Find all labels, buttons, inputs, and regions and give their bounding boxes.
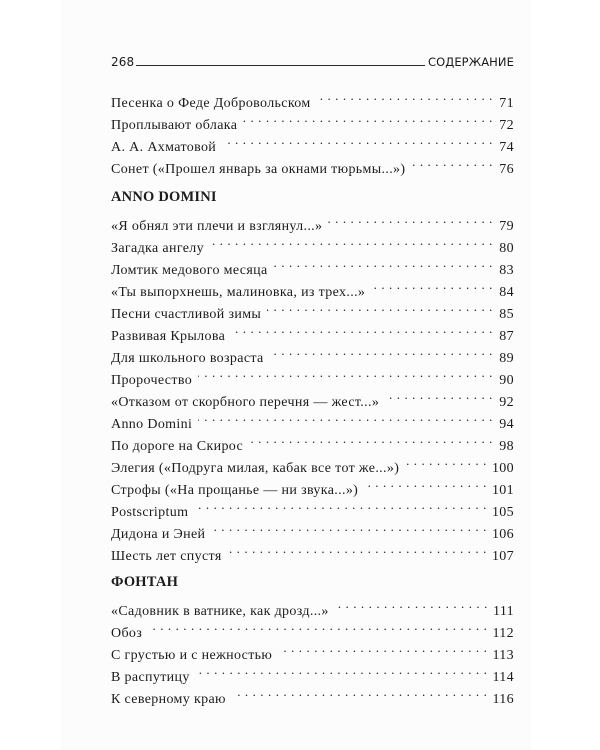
entry-page: 112 xyxy=(492,626,514,641)
entry-title: Дидона и Эней xyxy=(111,527,206,542)
dot-leader xyxy=(364,472,487,494)
entry-page: 85 xyxy=(499,307,514,322)
entry-title: С грустью и с нежностью xyxy=(111,648,273,663)
entry-page: 101 xyxy=(491,483,514,498)
entry-title: Для школьного возраста xyxy=(111,351,264,366)
entry-title: Загадка ангелу xyxy=(111,241,204,256)
entry-title: К северному краю xyxy=(111,692,226,707)
entry-page: 107 xyxy=(491,549,514,564)
entry-page: 92 xyxy=(499,395,514,410)
dot-leader xyxy=(243,107,493,129)
entry-page: 116 xyxy=(492,692,514,707)
page-number: 268 xyxy=(111,55,135,69)
toc-continued xyxy=(111,85,514,177)
entry-title: «Ты выпорхнешь, малиновка, из трех...» xyxy=(111,285,366,300)
dot-leader xyxy=(411,151,493,173)
toc-entry[interactable] xyxy=(111,593,514,619)
dot-leader xyxy=(232,681,488,703)
entry-page: 80 xyxy=(499,241,514,256)
dot-leader xyxy=(211,516,487,538)
dot-leader xyxy=(278,637,487,659)
entry-title: Элегия («Подруга милая, кабак все тот же...») xyxy=(111,461,400,476)
dot-leader xyxy=(274,252,493,274)
dot-leader xyxy=(148,615,487,637)
dot-leader xyxy=(267,296,493,318)
entry-page: 90 xyxy=(499,373,514,388)
entry-page: 84 xyxy=(499,285,514,300)
entry-title: Песни счастливой зимы xyxy=(111,307,262,322)
entry-page: 76 xyxy=(499,162,514,177)
dot-leader xyxy=(222,129,493,151)
dot-leader xyxy=(228,538,487,560)
entry-title: Обоз xyxy=(111,626,143,641)
entry-title: Сонет («Прошел январь за окнами тюрьмы...») xyxy=(111,162,406,177)
entry-page: 106 xyxy=(491,527,514,542)
entry-page: 71 xyxy=(499,96,514,111)
entry-title: Развивая Крылова xyxy=(111,329,226,344)
dot-leader xyxy=(270,340,493,362)
entry-title: Пророчество xyxy=(111,373,193,388)
section-title: ФОНТАН xyxy=(111,574,179,590)
entry-page: 79 xyxy=(499,219,514,234)
running-head-title: СОДЕРЖАНИЕ xyxy=(427,55,514,69)
entry-title: Postscriptum xyxy=(111,505,189,520)
dot-leader xyxy=(231,318,493,340)
entry-page: 113 xyxy=(492,648,514,663)
header-rule xyxy=(136,65,425,66)
dot-leader xyxy=(198,406,493,428)
entry-title: Шесть лет спустя xyxy=(111,549,222,564)
dot-leader xyxy=(328,208,493,230)
entry-page: 114 xyxy=(492,670,514,685)
entry-title: Строфы («На прощанье — ни звука...») xyxy=(111,483,359,498)
toc-entry[interactable] xyxy=(111,85,514,111)
dot-leader xyxy=(249,428,493,450)
dot-leader xyxy=(371,274,493,296)
dot-leader xyxy=(210,230,493,252)
entry-page: 89 xyxy=(499,351,514,366)
toc-section-fontan xyxy=(111,572,514,707)
toc-entry[interactable] xyxy=(111,637,514,663)
entry-title: Ломтик медового месяца xyxy=(111,263,268,278)
dot-leader xyxy=(405,450,487,472)
dot-leader xyxy=(335,593,488,615)
entry-page: 105 xyxy=(491,505,514,520)
entry-title: Проплывают облака xyxy=(111,118,238,133)
dot-leader xyxy=(194,494,487,516)
toc-entry[interactable] xyxy=(111,208,514,234)
entry-page: 83 xyxy=(499,263,514,278)
dot-leader xyxy=(198,362,493,384)
dot-leader xyxy=(196,659,488,681)
entry-title: «Садовник в ватнике, как дрозд...» xyxy=(111,604,329,619)
entry-title: В распутицу xyxy=(111,670,190,685)
running-head xyxy=(111,49,514,69)
entry-page: 72 xyxy=(499,118,514,133)
entry-page: 74 xyxy=(499,140,514,155)
entry-page: 111 xyxy=(492,604,514,619)
dot-leader xyxy=(385,384,493,406)
entry-page: 98 xyxy=(499,439,514,454)
entry-page: 94 xyxy=(499,417,514,432)
entry-title: Песенка о Феде Добровольском xyxy=(111,96,311,111)
entry-title: По дороге на Скирос xyxy=(111,439,244,454)
entry-title: «Я обнял эти плечи и взглянул...» xyxy=(111,219,323,234)
entry-title: «Отказом от скорбного перечня — жест...» xyxy=(111,395,380,410)
entry-page: 100 xyxy=(491,461,514,476)
toc-section-anno-domini xyxy=(111,187,514,564)
section-title: ANNO DOMINI xyxy=(111,189,217,205)
dot-leader xyxy=(317,85,493,107)
entry-page: 87 xyxy=(499,329,514,344)
toc-entry[interactable] xyxy=(111,615,514,641)
entry-title: А. А. Ахматовой xyxy=(111,140,217,155)
entry-title: Anno Domini xyxy=(111,417,193,432)
